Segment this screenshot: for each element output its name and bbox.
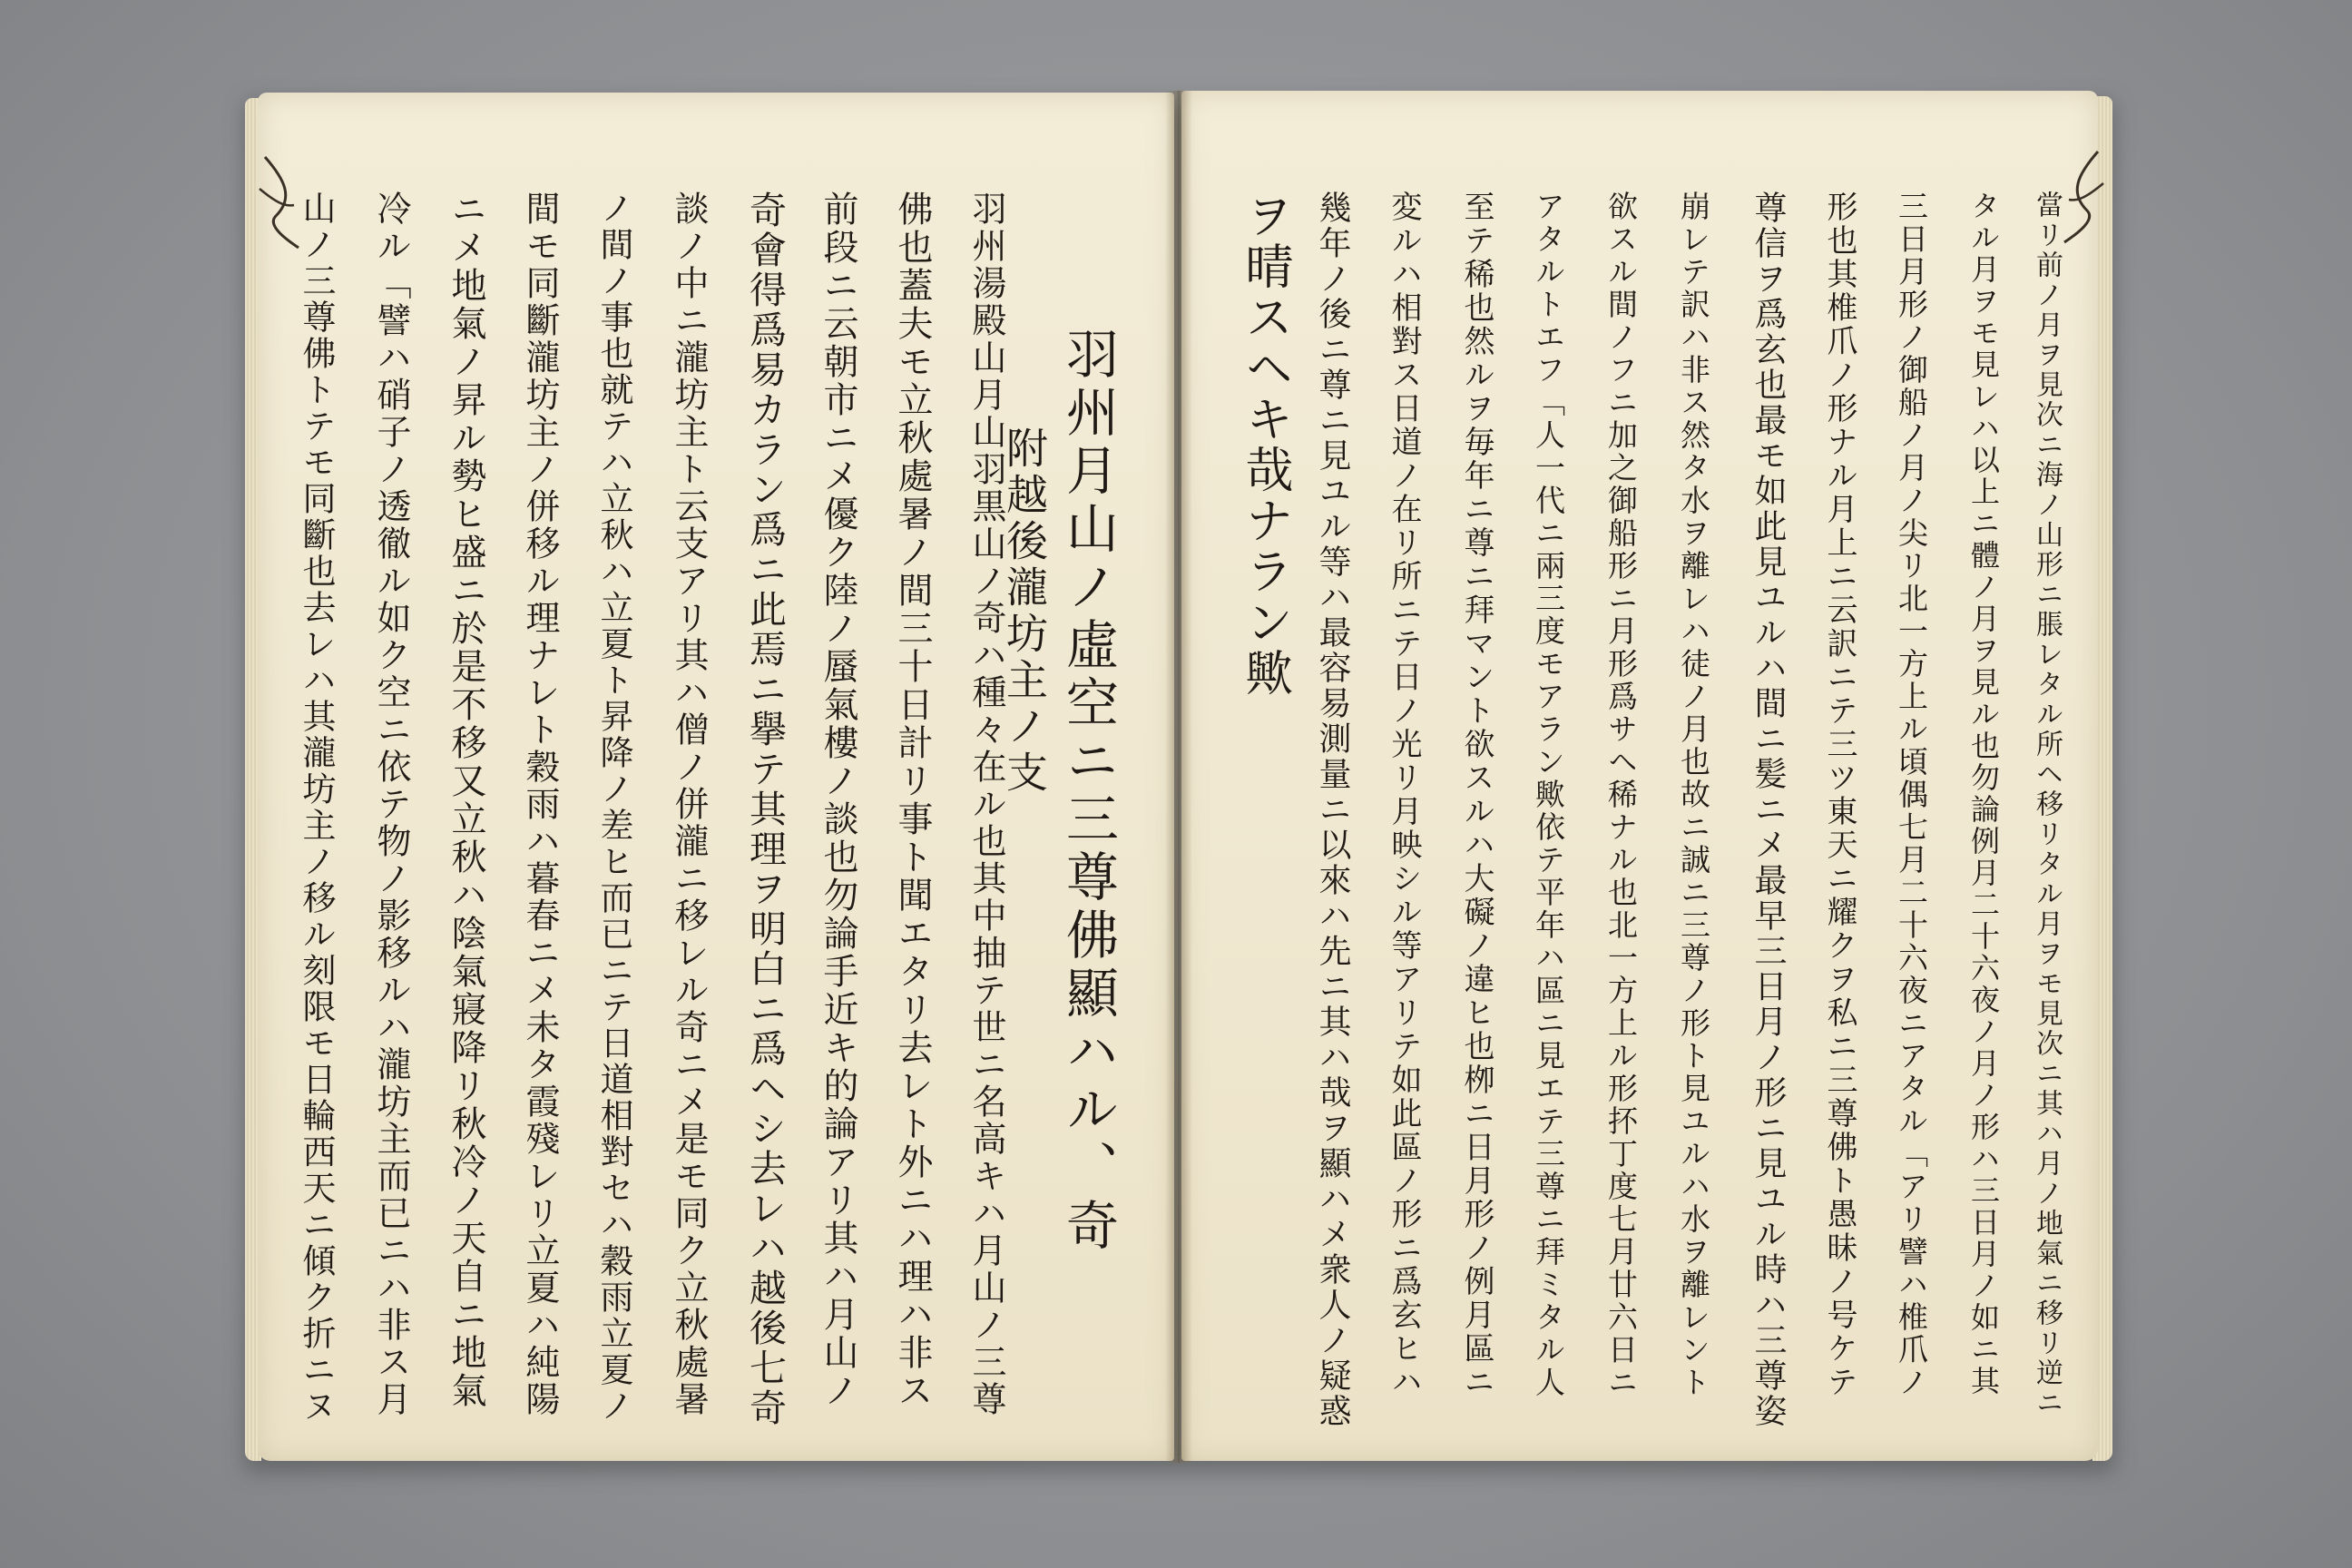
left-text-column: ノ間ノ事也就テハ立秋ハ立夏ト昇降ノ差ヒ而已ニテ日道相對セハ穀雨立夏ノ: [594, 191, 633, 1425]
left-text-column: 前段ニ云朝市ニメ優ク陸ノ蜃氣樓ノ談也勿論手近キ的論アリ其ハ月山ノ: [818, 191, 858, 1410]
right-text-column: 欲スル間ノフニ加之御船形ニ月形爲サヘ稀ナル也北一方上ル形抔丁度七月廿六日ニ: [1603, 191, 1639, 1399]
right-text-column: 至テ稀也然ルヲ毎年ニ尊ニ拜マント欲スルハ大礙ノ違ヒ也栁ニ日月形ノ例月區ニ: [1458, 191, 1494, 1399]
left-text-column: ニメ地氣ノ昇ル勢ヒ盛ニ於是不移又立秋ハ陰氣寢降リ秋冷ノ天自ニ地氣: [446, 191, 486, 1410]
book-gutter: [1165, 91, 1192, 1463]
left-text-column: 間モ同斷瀧坊主ノ併移ル理ナレト穀雨ハ暮春ニメ未タ霞殘レリ立夏ハ純陽: [520, 191, 560, 1418]
right-text-column: 変ルハ相對ス日道ノ在リ所ニテ日ノ光リ月映シル等アリテ如此區ノ形ニ爲玄ヒハ: [1386, 191, 1422, 1399]
right-text-column: ヲ晴スヘキ哉ナラン歟: [1238, 191, 1293, 699]
left-text-column: 奇會得爲易カラン爲ニ此焉ニ擧テ其理ヲ明白ニ爲ヘシ去レハ越後七奇: [743, 191, 787, 1428]
right-text-column: 幾年ノ後ニ尊ニ見ユル等ハ最容易測量ニ以來ハ先ニ其ハ哉ヲ顯ハメ衆人ノ疑惑: [1314, 191, 1351, 1429]
left-text-column: 羽州湯殿山月山羽黒山ノ奇ハ種々在ル也其中抽テ世ニ名高キハ月山ノ三尊: [966, 191, 1006, 1418]
left-text-column: 佛也蓋夫モ立秋處暑ノ間三十日計リ事ト聞エタリ去レト外ニハ理ハ非ス: [892, 191, 933, 1410]
right-text-column: アタルトエフ「人一代ニ兩三度モアラン歟依テ平年ハ區ニ見エテ三尊ニ拜ミタル人: [1531, 191, 1566, 1399]
right-text-column: 三日月形ノ御船ノ月ノ尖リ北一方上ル頃偶七月二十六夜ニアタル「アリ譬ハ椎爪ノ: [1894, 191, 1929, 1399]
left-text-column: 談ノ中ニ瀧坊主ト云支アリ其ハ僧ノ併瀧ニ移レル奇ニメ是モ同ク立秋處暑: [669, 191, 709, 1418]
left-text-column: 山ノ三尊佛トテモ同斷也去レハ其瀧坊主ノ移ル刻限モ日輪西天ニ傾ク折ニヌ: [297, 191, 336, 1425]
right-text-column: タル月ヲモ見レハ以上ニ體ノ月ヲ見ル也勿論例月二十六夜ノ月ノ形ハ三日月ノ如ニ其: [1966, 191, 2001, 1397]
left-text-column: 冷ル「譬ハ硝子ノ透徹ル如ク空ニ依テ物ノ影移ルハ瀧坊主而已ニハ非ス月: [371, 191, 411, 1418]
right-text-column: 尊信ヲ爲玄也最モ如此見ユルハ間ニ髪ニメ最早三日月ノ形ニ見ユル時ハ三尊姿: [1749, 191, 1787, 1429]
section-subheading: 附越後瀧坊主ノ支: [1000, 426, 1049, 797]
right-text-column: 當リ前ノ月ヲ見次ニ海ノ山形ニ脹レタル所ヘ移リタル月ヲモ見次ニ其ハ月ノ地氣ニ移リ逆ニ: [2031, 191, 2063, 1418]
right-text-column: 崩レテ訳ハ非ス然タ水ヲ離レハ徒ノ月也故ニ誠ニ三尊ノ形ト見ユルハ水ヲ離レント: [1676, 191, 1711, 1399]
section-heading: 羽州月山ノ虛空ニ三尊佛顯ハル、奇: [1057, 327, 1119, 1256]
right-text-column: 形也其椎爪ノ形ナル月上ニ云訳ニテ三ツ東天ニ耀クヲ私ニ三尊佛ト愚昧ノ号ケテ: [1821, 191, 1857, 1399]
